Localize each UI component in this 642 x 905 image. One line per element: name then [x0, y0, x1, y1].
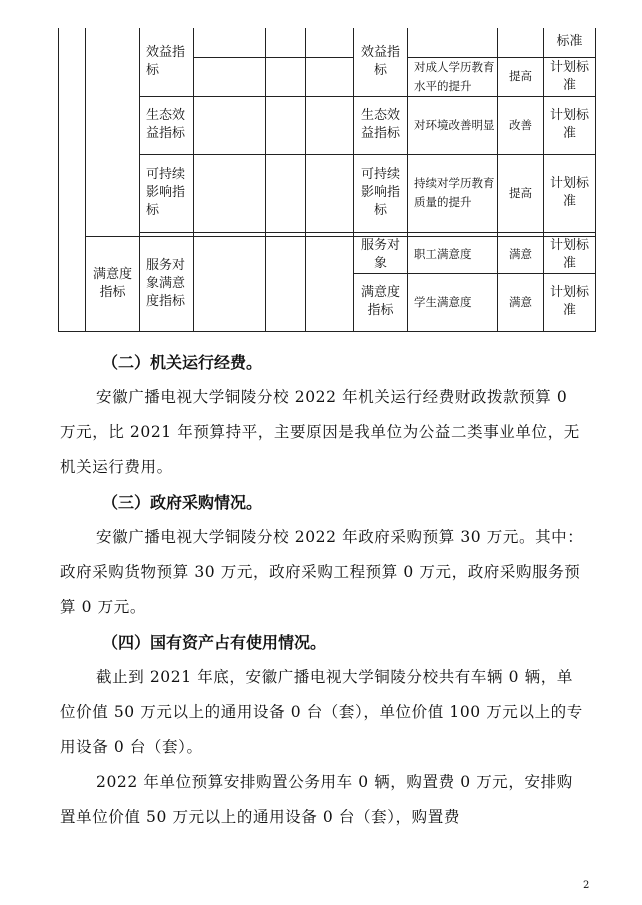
table-cell-indicator [408, 28, 498, 57]
table-cell-third-level: 生态效益指标 [140, 96, 194, 154]
paragraph: 安徽广播电视大学铜陵分校 2022 年政府采购预算 30 万元。其中：政府采购货物预算 30 万元，政府采购工程预算 0 万元，政府采购服务预算 0 万元。 [60, 528, 584, 616]
document-body [60, 345, 588, 835]
paragraph: 2022 年单位预算安排购置公务用车 0 辆，购置费 0 万元，安排购置单位价值 50 万元以上的通用设备 0 台（套），购置费 [60, 773, 573, 826]
table-cell-standard: 标准 [544, 28, 596, 57]
paragraph: 截止到 2021 年底，安徽广播电视大学铜陵分校共有车辆 0 辆，单位价值 50 万元以上的通用设备 0 台（套），单位价值 100 万元以上的专用设备 0 台（套）。 [60, 668, 583, 756]
table-cell-third-level: 满意度指标 [354, 273, 408, 331]
table-cell-indicator: 职工满意度 [408, 236, 498, 273]
paragraph: 安徽广播电视大学铜陵分校 2022 年机关运行经费财政拨款预算 0 万元，比 2021 年预算持平，主要原因是我单位为公益二类事业单位，无机关运行费用。 [60, 388, 580, 476]
table-cell-third-level: 可持续影响指标 [140, 154, 194, 232]
table-cell-second-level: 满意度指标 [86, 236, 140, 331]
section-heading: （二）机关运行经费。 [102, 353, 263, 372]
table-cell-third-level: 服务对象满意度指标 [140, 236, 194, 331]
section-heading: （四）国有资产占有使用情况。 [102, 633, 327, 652]
table-row [59, 236, 596, 273]
table-cell-standard: 计划标准 [544, 236, 596, 273]
table-cell-standard: 计划标准 [544, 57, 596, 96]
table-cell-value: 改善 [498, 96, 544, 154]
table-cell-third-level: 效益指标 [140, 28, 194, 96]
table-cell-value: 满意 [498, 273, 544, 331]
section-heading: （三）政府采购情况。 [102, 493, 263, 512]
table-cell-third-level: 可持续影响指标 [354, 154, 408, 232]
table-cell-second-level [86, 28, 140, 236]
table-cell-third-level: 服务对象 [354, 236, 408, 273]
indicator-table [58, 28, 596, 332]
table-cell-third-level: 效益指标 [354, 28, 408, 96]
table-cell-indicator: 对环境改善明显 [408, 96, 498, 154]
table-cell-first-level [59, 28, 86, 331]
table-row [59, 96, 596, 154]
table-cell-value: 提高 [498, 57, 544, 96]
table-cell-value [498, 28, 544, 57]
table-cell-standard: 计划标准 [544, 96, 596, 154]
performance-indicator-table [58, 28, 595, 332]
page-number: 2 [583, 880, 590, 891]
table-cell-value: 满意 [498, 236, 544, 273]
table-row [59, 28, 596, 57]
table-cell-indicator: 学生满意度 [408, 273, 498, 331]
table-row [59, 154, 596, 232]
table-cell-value: 提高 [498, 154, 544, 232]
table-cell-third-level: 生态效益指标 [354, 96, 408, 154]
table-cell-standard: 计划标准 [544, 154, 596, 232]
table-cell-standard: 计划标准 [544, 273, 596, 331]
table-cell-indicator: 对成人学历教育水平的提升 [408, 57, 498, 96]
table-cell-indicator: 持续对学历教育质量的提升 [408, 154, 498, 232]
